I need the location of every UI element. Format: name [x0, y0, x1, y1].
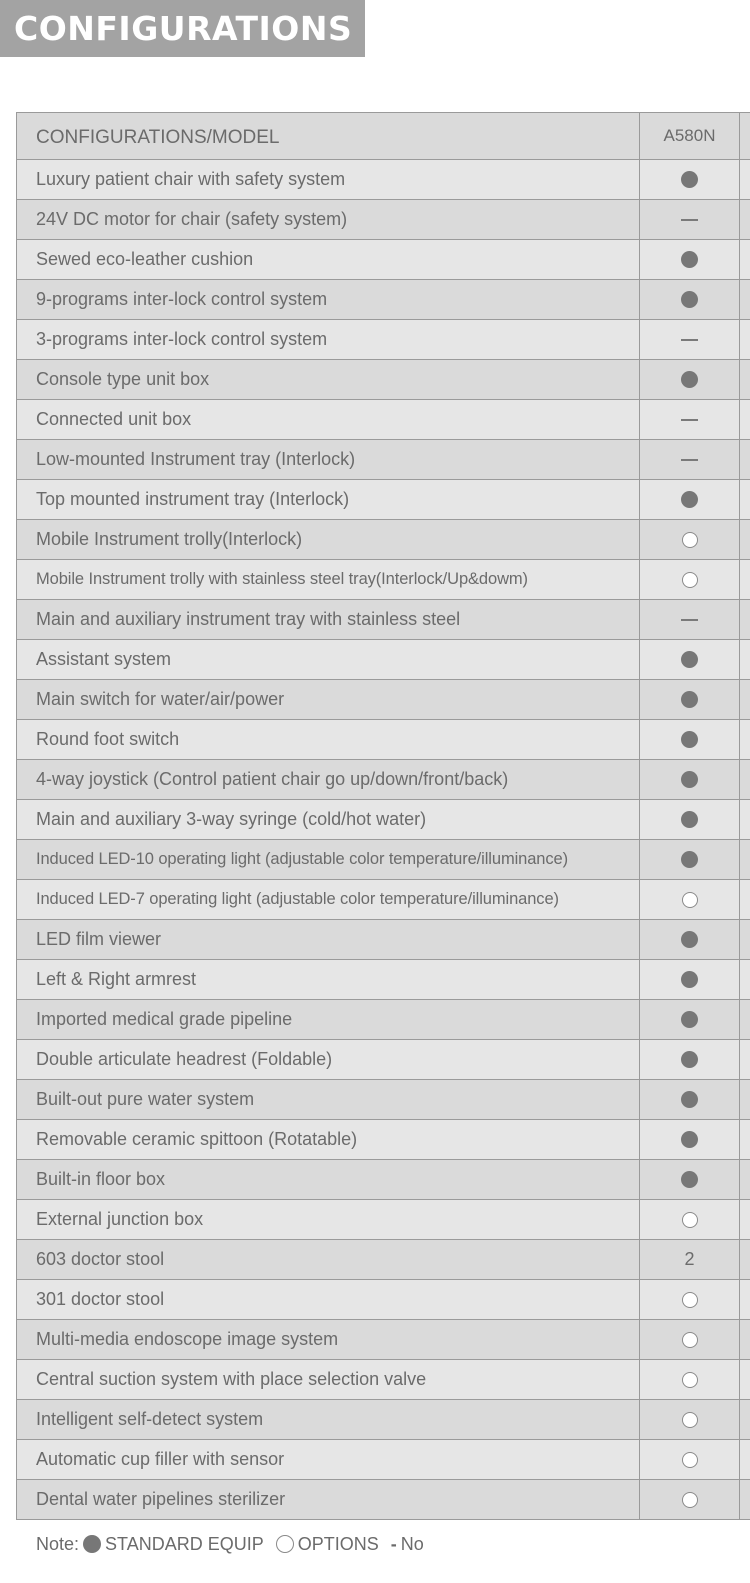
table-row [16, 1480, 750, 1520]
config-item-name: Induced LED-10 operating light (adjustable color temperature/illuminance) [17, 840, 640, 879]
config-item-value [640, 1360, 740, 1399]
standard-dot-icon [681, 491, 698, 508]
config-item-name: Main and auxiliary instrument tray with stainless steel [17, 600, 640, 639]
config-item-name: Dental water pipelines sterilizer [17, 1480, 640, 1519]
config-item-value [640, 1040, 740, 1079]
config-item-value [640, 920, 740, 959]
table-row [16, 200, 750, 240]
config-item-name: Console type unit box [17, 360, 640, 399]
table-row [16, 1360, 750, 1400]
table-row [16, 280, 750, 320]
table-row [16, 560, 750, 600]
standard-dot-icon [681, 291, 698, 308]
config-item-value [640, 200, 740, 239]
table-row [16, 480, 750, 520]
config-item-value [640, 840, 740, 879]
config-item-value [640, 1200, 740, 1239]
config-item-name: 4-way joystick (Control patient chair go up/down/front/back) [17, 760, 640, 799]
table-row [16, 1080, 750, 1120]
config-item-name: Removable ceramic spittoon (Rotatable) [17, 1120, 640, 1159]
config-item-value [640, 520, 740, 559]
note-option-label: OPTIONS [297, 1533, 379, 1554]
config-item-value [640, 1280, 740, 1319]
config-item-name: Connected unit box [17, 400, 640, 439]
config-item-name: Double articulate headrest (Foldable) [17, 1040, 640, 1079]
table-row [16, 760, 750, 800]
table-row [16, 1280, 750, 1320]
option-circle-icon [682, 532, 698, 548]
no-dash-icon [681, 339, 698, 341]
table-row [16, 160, 750, 200]
option-circle-icon [682, 1372, 698, 1388]
standard-dot-icon [681, 651, 698, 668]
column-header-model: A580N [640, 113, 740, 159]
page-title: CONFIGURATIONS [0, 0, 365, 57]
no-dash-icon: - [390, 1533, 397, 1554]
config-item-value [640, 1000, 740, 1039]
standard-dot-icon [681, 931, 698, 948]
config-item-name: Assistant system [17, 640, 640, 679]
config-item-value [640, 1080, 740, 1119]
table-row [16, 800, 750, 840]
config-item-value [640, 680, 740, 719]
config-item-value [640, 640, 740, 679]
config-item-name: 24V DC motor for chair (safety system) [17, 200, 640, 239]
config-item-value [640, 480, 740, 519]
standard-dot-icon [681, 971, 698, 988]
config-item-name: Main and auxiliary 3-way syringe (cold/hot water) [17, 800, 640, 839]
config-item-name: Intelligent self-detect system [17, 1400, 640, 1439]
config-item-value [640, 960, 740, 999]
table-row [16, 1440, 750, 1480]
table-row [16, 520, 750, 560]
option-circle-icon [682, 892, 698, 908]
config-item-name: Luxury patient chair with safety system [17, 160, 640, 199]
configurations-table [16, 112, 750, 1520]
option-circle-icon [682, 1332, 698, 1348]
config-item-name: Left & Right armrest [17, 960, 640, 999]
table-row [16, 440, 750, 480]
table-row [16, 840, 750, 880]
config-item-value [640, 800, 740, 839]
note-prefix: Note: [36, 1533, 80, 1554]
table-row [16, 1120, 750, 1160]
no-dash-icon [681, 459, 698, 461]
config-item-value [640, 600, 740, 639]
config-item-name: Low-mounted Instrument tray (Interlock) [17, 440, 640, 479]
config-item-value [640, 160, 740, 199]
note-no-label: No [400, 1533, 424, 1554]
config-item-value [640, 280, 740, 319]
config-item-name: Central suction system with place selection valve [17, 1360, 640, 1399]
config-item-value [640, 1400, 740, 1439]
standard-dot-icon [681, 1091, 698, 1108]
option-circle-icon [682, 1452, 698, 1468]
config-item-name: 3-programs inter-lock control system [17, 320, 640, 359]
option-circle-icon [682, 1412, 698, 1428]
table-row [16, 1160, 750, 1200]
quantity-value: 2 [684, 1249, 695, 1269]
option-circle-icon [276, 1535, 294, 1553]
table-row [16, 960, 750, 1000]
config-item-name: Round foot switch [17, 720, 640, 759]
no-dash-icon [681, 619, 698, 621]
standard-dot-icon [681, 851, 698, 868]
config-item-value [640, 760, 740, 799]
table-row [16, 240, 750, 280]
config-item-name: Mobile Instrument trolly(Interlock) [17, 520, 640, 559]
config-item-name: Built-in floor box [17, 1160, 640, 1199]
note-standard-label: STANDARD EQUIP [105, 1533, 264, 1554]
config-item-value [640, 1320, 740, 1359]
standard-dot-icon [681, 1051, 698, 1068]
option-circle-icon [682, 1292, 698, 1308]
config-item-name: Built-out pure water system [17, 1080, 640, 1119]
table-row [16, 400, 750, 440]
table-row [16, 1240, 750, 1280]
config-item-value [640, 880, 740, 919]
table-row [16, 880, 750, 920]
config-item-value [640, 440, 740, 479]
config-item-value [640, 400, 740, 439]
standard-dot-icon [681, 771, 698, 788]
config-item-value [640, 1160, 740, 1199]
standard-dot-icon [681, 1131, 698, 1148]
config-item-value [640, 240, 740, 279]
table-row [16, 720, 750, 760]
standard-dot-icon [681, 251, 698, 268]
table-row [16, 600, 750, 640]
config-item-value [640, 320, 740, 359]
table-row [16, 640, 750, 680]
table-header-row [16, 113, 750, 160]
config-item-name: 301 doctor stool [17, 1280, 640, 1319]
config-item-name: Main switch for water/air/power [17, 680, 640, 719]
config-item-value [640, 560, 740, 599]
table-row [16, 1320, 750, 1360]
table-row [16, 1040, 750, 1080]
legend-note [36, 1531, 424, 1557]
standard-dot-icon [681, 1011, 698, 1028]
option-circle-icon [682, 572, 698, 588]
config-item-name: External junction box [17, 1200, 640, 1239]
table-row [16, 1000, 750, 1040]
config-item-name: Sewed eco-leather cushion [17, 240, 640, 279]
standard-dot-icon [681, 1171, 698, 1188]
table-row [16, 1200, 750, 1240]
table-row [16, 320, 750, 360]
option-circle-icon [682, 1212, 698, 1228]
column-header-configurations: CONFIGURATIONS/MODEL [17, 113, 640, 159]
table-row [16, 360, 750, 400]
config-item-value [640, 360, 740, 399]
no-dash-icon [681, 219, 698, 221]
standard-dot-icon [681, 171, 698, 188]
standard-dot-icon [681, 691, 698, 708]
config-item-name: 603 doctor stool [17, 1240, 640, 1279]
config-item-value [640, 1120, 740, 1159]
config-item-name: Top mounted instrument tray (Interlock) [17, 480, 640, 519]
standard-dot-icon [681, 811, 698, 828]
table-row [16, 680, 750, 720]
config-item-name: Multi-media endoscope image system [17, 1320, 640, 1359]
config-item-name: Imported medical grade pipeline [17, 1000, 640, 1039]
config-item-value [640, 1440, 740, 1479]
option-circle-icon [682, 1492, 698, 1508]
config-item-value [640, 1480, 740, 1519]
table-body [16, 160, 750, 1520]
config-item-value [640, 1240, 740, 1279]
config-item-name: Mobile Instrument trolly with stainless steel tray(Interlock/Up&dowm) [17, 560, 640, 599]
no-dash-icon [681, 419, 698, 421]
table-row [16, 920, 750, 960]
standard-dot-icon [83, 1535, 101, 1553]
config-item-value [640, 720, 740, 759]
standard-dot-icon [681, 371, 698, 388]
config-item-name: LED film viewer [17, 920, 640, 959]
standard-dot-icon [681, 731, 698, 748]
config-item-name: 9-programs inter-lock control system [17, 280, 640, 319]
config-item-name: Induced LED-7 operating light (adjustable color temperature/illuminance) [17, 880, 640, 919]
config-item-name: Automatic cup filler with sensor [17, 1440, 640, 1479]
table-row [16, 1400, 750, 1440]
